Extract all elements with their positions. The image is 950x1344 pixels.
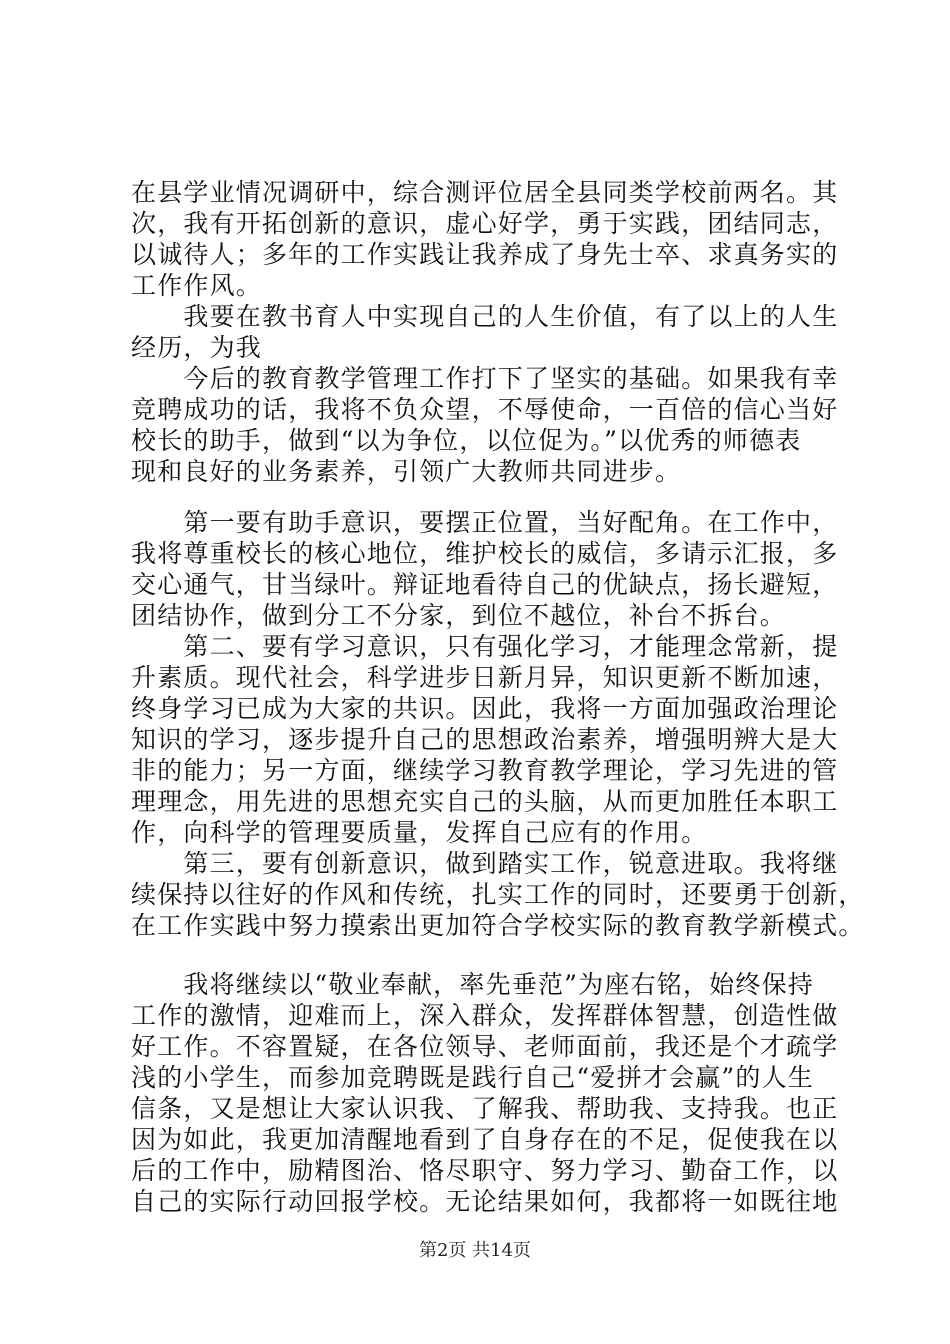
text-line: 我将尊重校长的核心地位，维护校长的威信，多请示汇报，多	[131, 539, 839, 568]
text-line: 校长的助手，做到“以为争位，以位促为。”以优秀的师德表	[131, 426, 802, 455]
text-line: 续保持以往好的作风和传统，扎实工作的同时，还要勇于创新，	[131, 880, 865, 909]
text-line: 工作的激情，迎难而上，深入群众，发挥群体智慧，创造性做	[131, 1001, 839, 1030]
text-line: 非的能力；另一方面，继续学习教育教学理论，学习先进的管	[131, 756, 839, 785]
text-line: 现和良好的业务素养，引领广大教师共同进步。	[131, 457, 682, 486]
text-line: 经历，为我	[131, 333, 263, 362]
text-line: 好工作。不容置疑，在各位领导、老师面前，我还是个才疏学	[131, 1032, 839, 1061]
text-line: 在工作实践中努力摸索出更加符合学校实际的教育教学新模式。	[131, 911, 865, 940]
text-line: 浅的小学生，而参加竞聘既是践行自己“爱拼才会赢”的人生	[131, 1063, 814, 1092]
text-line: 终身学习已成为大家的共识。因此，我将一方面加强政治理论	[131, 694, 839, 723]
text-line: 交心通气，甘当绿叶。辩证地看待自己的优缺点，扬长避短，	[131, 570, 839, 599]
text-line: 工作作风。	[131, 271, 263, 300]
text-line: 第二、要有学习意识，只有强化学习，才能理念常新，提	[131, 632, 839, 661]
text-line: 后的工作中，励精图治、恪尽职守、努力学习、勤奋工作，以	[131, 1156, 839, 1185]
text-line: 次，我有开拓创新的意识，虚心好学，勇于实践，团结同志，	[131, 209, 839, 238]
text-line: 在县学业情况调研中，综合测评位居全县同类学校前两名。其	[131, 178, 839, 207]
text-line: 我将继续以“敬业奉献，率先垂范”为座右铭，始终保持	[131, 970, 814, 999]
text-line: 以诚待人；多年的工作实践让我养成了身先士卒、求真务实的	[131, 240, 839, 269]
text-line: 自己的实际行动回报学校。无论结果如何，我都将一如既往地	[131, 1187, 839, 1216]
text-line: 作，向科学的管理要质量，发挥自己应有的作用。	[131, 818, 708, 847]
text-line: 我要在教书育人中实现自己的人生价值，有了以上的人生	[131, 302, 839, 331]
text-line: 升素质。现代社会，科学进步日新月异，知识更新不断加速，	[131, 663, 839, 692]
text-line: 第一要有助手意识，要摆正位置，当好配角。在工作中，	[131, 508, 839, 537]
text-line: 竞聘成功的话，我将不负众望，不辱使命，一百倍的信心当好	[131, 395, 839, 424]
text-line: 信条，又是想让大家认识我、了解我、帮助我、支持我。也正	[131, 1094, 839, 1123]
text-line: 因为如此，我更加清醒地看到了自身存在的不足，促使我在以	[131, 1125, 839, 1154]
text-line: 团结协作，做到分工不分家，到位不越位，补台不拆台。	[131, 601, 787, 630]
text-line: 今后的教育教学管理工作打下了坚实的基础。如果我有幸	[131, 364, 839, 393]
text-line: 第三，要有创新意识，做到踏实工作，锐意进取。我将继	[131, 849, 839, 878]
text-line: 理理念，用先进的思想充实自己的头脑，从而更加胜任本职工	[131, 787, 839, 816]
text-line: 知识的学习，逐步提升自己的思想政治素养，增强明辨大是大	[131, 725, 839, 754]
page-footer: 第2页 共14页	[418, 1240, 532, 1261]
